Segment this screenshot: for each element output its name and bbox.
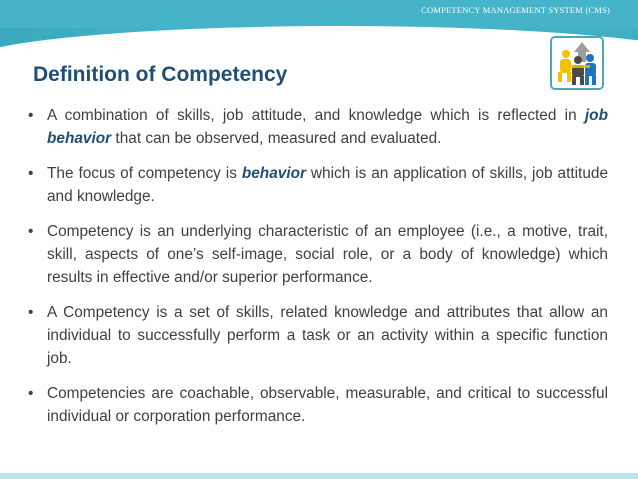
bullet-list	[28, 104, 608, 440]
bullet-glyph: •	[28, 304, 34, 321]
bullet-text-tail: that can be observed, measured and evaluated.	[111, 130, 442, 147]
bullet-text: Competency is an underlying characteristic of an employee (i.e., a motive, trait, skill, aspects of one’s self-image, social role, or a body of knowledge) which results in effective and/or superior performance.	[47, 223, 608, 286]
bullet-text: Competencies are coachable, observable, measurable, and critical to successful individual or corporation performance.	[47, 385, 608, 425]
teamwork-people-icon	[550, 36, 604, 90]
bullet-glyph: •	[28, 107, 34, 124]
bullet-emphasis: behavior	[241, 165, 306, 182]
bullet-item	[28, 382, 608, 428]
bullet-item	[28, 301, 608, 370]
bullet-item	[28, 162, 608, 208]
system-name: COMPETENCY MANAGEMENT SYSTEM (CMS)	[421, 5, 610, 15]
bullet-glyph: •	[28, 223, 34, 240]
bullet-text: A Competency is a set of skills, related knowledge and attributes that allow an individual to successfully perform a task or an activity within a specific function job.	[47, 304, 608, 367]
bullet-emphasis: job behavior	[47, 107, 608, 147]
bullet-item	[28, 104, 608, 150]
bullet-glyph: •	[28, 385, 34, 402]
bullet-glyph: •	[28, 165, 34, 182]
bullet-text: The focus of competency is	[47, 165, 242, 182]
bullet-text-tail: which is an application of skills, job attitude and knowledge.	[47, 165, 609, 205]
bullet-text: A combination of skills, job attitude, and knowledge which is reflected in	[47, 107, 585, 124]
footer-band	[0, 473, 638, 479]
bullet-item	[28, 220, 608, 289]
slide-title: Definition of Competency	[33, 63, 288, 86]
